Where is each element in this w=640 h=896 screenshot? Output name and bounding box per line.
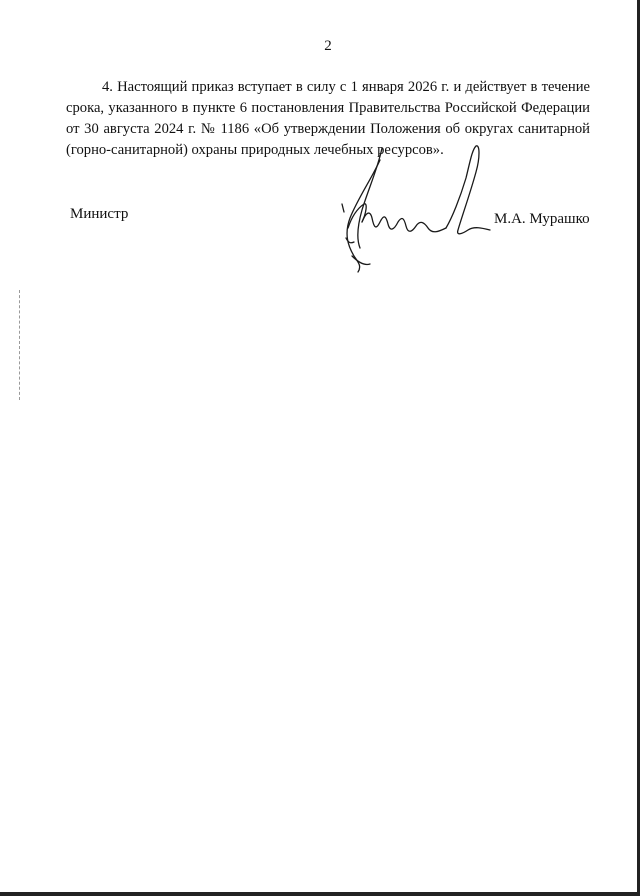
order-paragraph-4: 4. Настоящий приказ вступает в силу с 1 января 2026 г. и действует в течение срока, указанного в пункте 6 постановления Правительства Российской Федерации от 30 августа 2024 г. № 1186 «Об утверждении Положения об округах санитарной (горно-санитарной) охраны природных лечебных ресурсов».	[66, 79, 590, 158]
signer-name: М.А. Мурашко	[494, 211, 590, 227]
scan-border-bottom	[0, 892, 640, 896]
page-number: 2	[324, 38, 332, 54]
signer-title: Министр	[70, 206, 129, 222]
handwritten-signature	[328, 138, 498, 278]
scan-margin-marks	[19, 290, 21, 400]
